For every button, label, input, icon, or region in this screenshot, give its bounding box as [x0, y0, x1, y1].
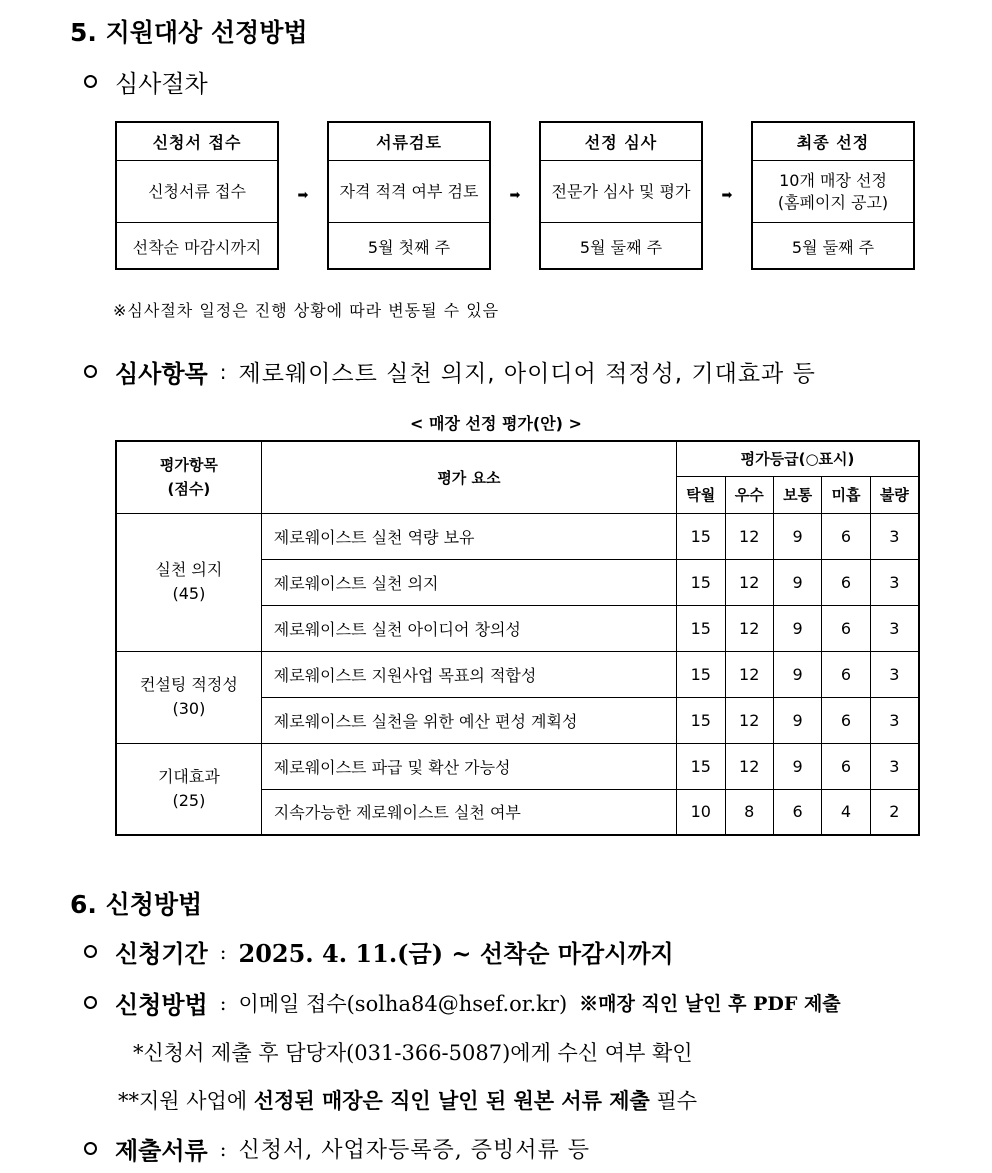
- method-label: 신청방법: [115, 990, 208, 1019]
- note-prefix: **지원 사업에: [118, 1089, 254, 1113]
- grade-score: 12: [725, 743, 773, 789]
- method-line: [84, 985, 841, 1020]
- grade-header-4: 미흡: [822, 476, 870, 513]
- bullet-circle-icon: [84, 365, 97, 378]
- grade-score: 15: [677, 697, 725, 743]
- eval-element: 제로웨이스트 파급 및 확산 가능성: [261, 743, 676, 789]
- process-step-schedule: 5월 둘째 주: [579, 238, 663, 257]
- process-step-detail: [329, 161, 489, 223]
- bullet-circle-icon: [84, 945, 97, 958]
- process-step-detail: [753, 161, 913, 223]
- grade-score: 15: [677, 513, 725, 559]
- eval-element: 제로웨이스트 실천을 위한 예산 편성 계획성: [261, 697, 676, 743]
- note-suffix: 필수: [649, 1089, 698, 1113]
- table-row: [116, 513, 919, 559]
- method-emphasis: ※매장 직인 날인 후 PDF 제출: [579, 993, 841, 1015]
- grade-score: 3: [870, 559, 919, 605]
- grade-score: 15: [677, 559, 725, 605]
- table-row: [116, 743, 919, 789]
- header-eval-element: 평가 요소: [261, 441, 676, 513]
- review-items-label: 심사항목: [115, 360, 208, 388]
- review-items-line: [84, 354, 816, 389]
- documents-line: [84, 1131, 590, 1166]
- bullet-circle-icon: [84, 996, 97, 1009]
- process-step-1: [115, 121, 279, 270]
- eval-element: 제로웨이스트 실천 의지: [261, 559, 676, 605]
- process-step-detail-line: 신청서류 접수: [148, 181, 246, 201]
- period-line: [84, 934, 674, 969]
- eval-item-score: (25): [172, 790, 206, 810]
- separator: :: [219, 359, 227, 384]
- grade-score: 6: [822, 651, 870, 697]
- grade-score: 6: [822, 513, 870, 559]
- review-process-heading: [84, 64, 208, 99]
- header-grade: 평가등급(○표시): [677, 441, 919, 476]
- eval-element: 제로웨이스트 실천 아이디어 창의성: [261, 605, 676, 651]
- separator: :: [219, 990, 227, 1015]
- grade-score: 6: [773, 789, 821, 835]
- grade-score: 15: [677, 651, 725, 697]
- bullet-circle-icon: [84, 1142, 97, 1155]
- eval-item-score: (30): [172, 699, 206, 718]
- grade-score: 4: [822, 789, 870, 835]
- eval-item-name: 컨설팅 적정성: [139, 675, 238, 694]
- grade-score: 9: [773, 697, 821, 743]
- process-step-schedule: 선착순 마감시까지: [132, 238, 262, 257]
- process-step-header: 최종 선정: [753, 123, 913, 161]
- grade-score: 12: [725, 559, 773, 605]
- grade-score: 2: [870, 789, 919, 835]
- grade-score: 6: [822, 605, 870, 651]
- process-step-detail-line: (홈페이지 공고): [777, 192, 889, 212]
- process-step-detail-line: 자격 적격 여부 검토: [339, 181, 479, 201]
- grade-score: 15: [677, 743, 725, 789]
- note-bold: 선정된 매장은 직인 날인 된 원본 서류 제출: [253, 1088, 650, 1113]
- process-step-detail: [117, 161, 277, 223]
- process-step-detail: [541, 161, 701, 223]
- eval-item-score: (45): [172, 584, 206, 603]
- grade-score: 3: [870, 605, 919, 651]
- period-text: 2025. 4. 11.(금) ~ 선착순 마감시까지: [238, 939, 674, 968]
- eval-element: 제로웨이스트 지원사업 목표의 적합성: [261, 651, 676, 697]
- grade-header-2: 우수: [725, 476, 773, 513]
- process-step-4: [751, 121, 915, 270]
- grade-header-1: 탁월: [677, 476, 725, 513]
- grade-score: 9: [773, 605, 821, 651]
- eval-element: 지속가능한 제로웨이스트 실천 여부: [261, 789, 676, 835]
- arrow-right-icon: ➡: [721, 188, 733, 203]
- arrow-right-icon: ➡: [297, 188, 309, 203]
- grade-score: 6: [822, 743, 870, 789]
- original-document-note: [118, 1085, 697, 1115]
- header-item-line2: (점수): [167, 480, 211, 499]
- bullet-circle-icon: [84, 75, 97, 88]
- grade-score: 12: [725, 697, 773, 743]
- separator: :: [219, 939, 227, 964]
- grade-score: 6: [822, 559, 870, 605]
- table-row: [116, 651, 919, 697]
- process-step-header: 서류검토: [329, 123, 489, 161]
- grade-score: 12: [725, 605, 773, 651]
- grade-score: 10: [677, 789, 725, 835]
- grade-score: 6: [822, 697, 870, 743]
- grade-score: 3: [870, 697, 919, 743]
- process-step-3: [539, 121, 703, 270]
- grade-score: 9: [773, 513, 821, 559]
- eval-item-cell: [116, 743, 261, 835]
- grade-score: 9: [773, 651, 821, 697]
- period-label: 신청기간: [115, 939, 208, 968]
- section6-title: 6. 신청방법: [70, 890, 203, 919]
- review-process-label: 심사절차: [115, 70, 208, 98]
- eval-item-name: 실천 의지: [155, 560, 223, 579]
- eval-table-caption: < 매장 선정 평가(안) >: [410, 414, 582, 433]
- grade-header-5: 불량: [870, 476, 919, 513]
- arrow-right-icon: ➡: [509, 188, 521, 203]
- evaluation-table: [115, 440, 920, 836]
- header-eval-item: [116, 441, 261, 513]
- grade-score: 3: [870, 743, 919, 789]
- grade-header-3: 보통: [773, 476, 821, 513]
- section5-title: 5. 지원대상 선정방법: [70, 18, 308, 47]
- eval-item-name: 기대효과: [157, 766, 220, 786]
- grade-score: 3: [870, 513, 919, 559]
- process-note: ※심사절차 일정은 진행 상황에 따라 변동될 수 있음: [113, 301, 500, 320]
- grade-score: 9: [773, 559, 821, 605]
- grade-score: 9: [773, 743, 821, 789]
- review-items-text: 제로웨이스트 실천 의지, 아이디어 적정성, 기대효과 등: [238, 361, 816, 387]
- separator: :: [219, 1136, 227, 1161]
- grade-score: 15: [677, 605, 725, 651]
- process-step-detail-line: 전문가 심사 및 평가: [551, 181, 691, 201]
- method-text: 이메일 접수(solha84@hsef.or.kr): [238, 991, 568, 1016]
- process-step-schedule: 5월 둘째 주: [791, 238, 875, 257]
- eval-item-cell: [116, 651, 261, 743]
- eval-element: 제로웨이스트 실천 역량 보유: [261, 513, 676, 559]
- process-step-header: 선정 심사: [541, 123, 701, 161]
- process-step-2: [327, 121, 491, 270]
- grade-score: 3: [870, 651, 919, 697]
- documents-text: 신청서, 사업자등록증, 증빙서류 등: [238, 1138, 590, 1163]
- documents-label: 제출서류: [115, 1136, 208, 1165]
- process-step-schedule: 5월 첫째 주: [367, 238, 451, 257]
- process-step-header: 신청서 접수: [117, 123, 277, 161]
- grade-score: 8: [725, 789, 773, 835]
- grade-score: 12: [725, 651, 773, 697]
- header-item-line1: 평가항목: [159, 456, 218, 475]
- eval-item-cell: [116, 513, 261, 651]
- contact-note: *신청서 제출 후 담당자(031-366-5087)에게 수신 여부 확인: [133, 1041, 693, 1065]
- process-step-detail-line: 10개 매장 선정: [779, 170, 887, 190]
- grade-score: 12: [725, 513, 773, 559]
